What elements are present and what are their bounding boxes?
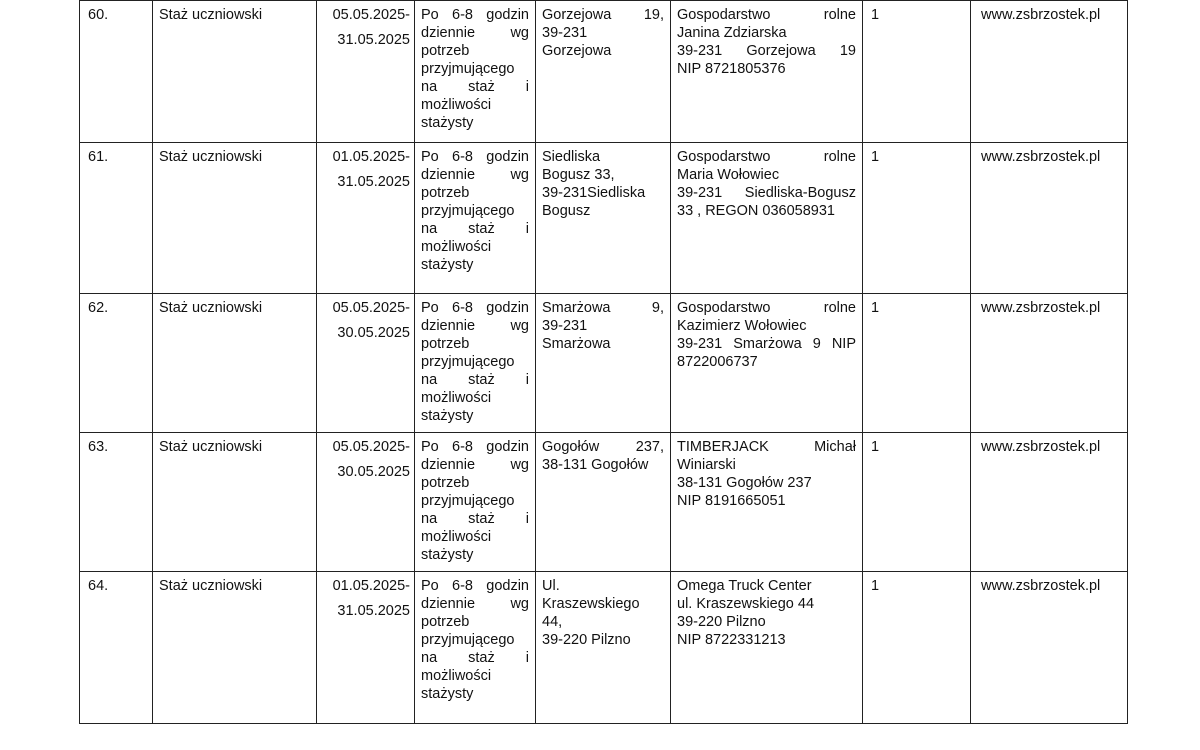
working-hours-line: możliwości [421,239,492,255]
working-hours-cell [415,143,536,294]
working-hours-line: przyjmującego [421,61,515,77]
working-hours-line: Po 6-8 godzin [421,578,529,594]
employer-cell [671,294,863,433]
employer-cell [671,1,863,143]
internship-type-cell [153,433,317,572]
address-line: Gogołów 237, [542,439,664,455]
table-body [80,1,1128,724]
employer-line: NIP 8722331213 [677,632,786,648]
working-hours-line: potrzeb [421,475,470,491]
address-line: Gorzejowa [542,43,612,59]
places-count: 1 [871,7,880,23]
row-number-cell [80,1,153,143]
date-to: 30.05.2025 [337,464,410,480]
working-hours-line: Po 6-8 godzin [421,300,529,316]
internship-type: Staż uczniowski [159,7,263,23]
website-link: www.zsbrzostek.pl [981,300,1101,316]
address-line: 39-220 Pilzno [542,632,631,648]
employer-cell [671,143,863,294]
address-line: Smarżowa [542,336,611,352]
address-line: Bogusz 33, [542,167,615,183]
working-hours-line: przyjmującego [421,203,515,219]
table-row [80,294,1128,433]
working-hours-line: potrzeb [421,185,470,201]
working-hours-line: potrzeb [421,614,470,630]
employer-line: 39-231 Gorzejowa 19 [677,43,856,59]
working-hours-line: stażysty [421,408,474,424]
working-hours-line: Po 6-8 godzin [421,149,529,165]
working-hours-line: dziennie wg [421,596,529,612]
row-number-cell [80,294,153,433]
working-hours-line: na staż i [421,372,529,388]
address-line: 39-231 [542,25,588,41]
working-hours-line: dziennie wg [421,457,529,473]
address-line: 38-131 Gogołów [542,457,649,473]
working-hours-line: stażysty [421,257,474,273]
internship-type: Staż uczniowski [159,578,263,594]
address-line: 44, [542,614,563,630]
employer-cell [671,433,863,572]
address-line: Kraszewskiego [542,596,640,612]
working-hours-line: na staż i [421,511,529,527]
employer-line: Winiarski [677,457,736,473]
date-range-cell [317,1,415,143]
working-hours-line: możliwości [421,668,492,684]
row-number: 61. [88,149,109,165]
employer-line: 33 , REGON 036058931 [677,203,835,219]
working-hours-line: na staż i [421,79,529,95]
date-range-cell [317,143,415,294]
internship-type-cell [153,572,317,724]
row-number: 62. [88,300,109,316]
employer-line: NIP 8191665051 [677,493,786,509]
working-hours-line: dziennie wg [421,25,529,41]
internship-address-cell [536,433,671,572]
employer-line: Kazimierz Wołowiec [677,318,807,334]
employer-line: Gospodarstwo rolne [677,300,856,316]
places-count: 1 [871,578,880,594]
places-count-cell [863,1,971,143]
places-count: 1 [871,439,880,455]
working-hours-line: na staż i [421,650,529,666]
places-count-cell [863,294,971,433]
address-line: Smarżowa 9, [542,300,664,316]
date-to: 31.05.2025 [337,32,410,48]
table-row [80,1,1128,143]
website-cell [971,294,1128,433]
website-cell [971,143,1128,294]
places-count: 1 [871,300,880,316]
date-range-cell [317,572,415,724]
places-count-cell [863,143,971,294]
date-from: 01.05.2025- [332,578,410,594]
working-hours-cell [415,1,536,143]
places-count: 1 [871,149,880,165]
website-cell [971,433,1128,572]
website-link: www.zsbrzostek.pl [981,578,1101,594]
internship-table [79,0,1128,724]
website-link: www.zsbrzostek.pl [981,7,1101,23]
address-line: 39-231Siedliska [542,185,646,201]
working-hours-line: stażysty [421,115,474,131]
date-from: 05.05.2025- [332,7,410,23]
working-hours-line: dziennie wg [421,167,529,183]
internship-address-cell [536,294,671,433]
website-link: www.zsbrzostek.pl [981,439,1101,455]
address-line: Bogusz [542,203,591,219]
employer-line: 39-231 Smarżowa 9 NIP [677,336,856,352]
employer-line: Omega Truck Center [677,578,812,594]
working-hours-line: możliwości [421,529,492,545]
working-hours-line: na staż i [421,221,529,237]
employer-line: Janina Zdziarska [677,25,787,41]
working-hours-line: potrzeb [421,336,470,352]
date-from: 05.05.2025- [332,300,410,316]
internship-type: Staż uczniowski [159,149,263,165]
address-line: Ul. [542,578,560,594]
internship-type-cell [153,294,317,433]
row-number-cell [80,433,153,572]
address-line: Siedliska [542,149,601,165]
date-from: 05.05.2025- [332,439,410,455]
working-hours-line: Po 6-8 godzin [421,7,529,23]
working-hours-line: możliwości [421,390,492,406]
table-row [80,143,1128,294]
address-line: 39-231 [542,318,588,334]
internship-type: Staż uczniowski [159,439,263,455]
date-to: 31.05.2025 [337,174,410,190]
address-line: Gorzejowa 19, [542,7,664,23]
places-count-cell [863,572,971,724]
internship-address-cell [536,143,671,294]
employer-line: NIP 8721805376 [677,61,786,77]
employer-line: TIMBERJACK Michał [677,439,856,455]
working-hours-line: Po 6-8 godzin [421,439,529,455]
working-hours-cell [415,294,536,433]
working-hours-line: stażysty [421,686,474,702]
employer-line: 8722006737 [677,354,758,370]
table-row [80,433,1128,572]
working-hours-line: przyjmującego [421,632,515,648]
employer-line: ul. Kraszewskiego 44 [677,596,815,612]
website-cell [971,1,1128,143]
working-hours-line: dziennie wg [421,318,529,334]
working-hours-line: przyjmującego [421,493,515,509]
date-from: 01.05.2025- [332,149,410,165]
date-to: 30.05.2025 [337,325,410,341]
employer-line: 39-220 Pilzno [677,614,766,630]
date-range-cell [317,294,415,433]
working-hours-cell [415,433,536,572]
working-hours-line: możliwości [421,97,492,113]
website-link: www.zsbrzostek.pl [981,149,1101,165]
row-number: 63. [88,439,109,455]
internship-type: Staż uczniowski [159,300,263,316]
internship-type-cell [153,1,317,143]
website-cell [971,572,1128,724]
working-hours-line: stażysty [421,547,474,563]
employer-cell [671,572,863,724]
employer-line: 38-131 Gogołów 237 [677,475,812,491]
date-to: 31.05.2025 [337,603,410,619]
row-number-cell [80,572,153,724]
internship-type-cell [153,143,317,294]
internship-address-cell [536,1,671,143]
table-row [80,572,1128,724]
internship-address-cell [536,572,671,724]
row-number: 60. [88,7,109,23]
places-count-cell [863,433,971,572]
working-hours-line: przyjmującego [421,354,515,370]
employer-line: Gospodarstwo rolne [677,7,856,23]
working-hours-cell [415,572,536,724]
row-number-cell [80,143,153,294]
employer-line: 39-231 Siedliska-Bogusz [677,185,856,201]
employer-line: Maria Wołowiec [677,167,780,183]
working-hours-line: potrzeb [421,43,470,59]
date-range-cell [317,433,415,572]
employer-line: Gospodarstwo rolne [677,149,856,165]
row-number: 64. [88,578,109,594]
